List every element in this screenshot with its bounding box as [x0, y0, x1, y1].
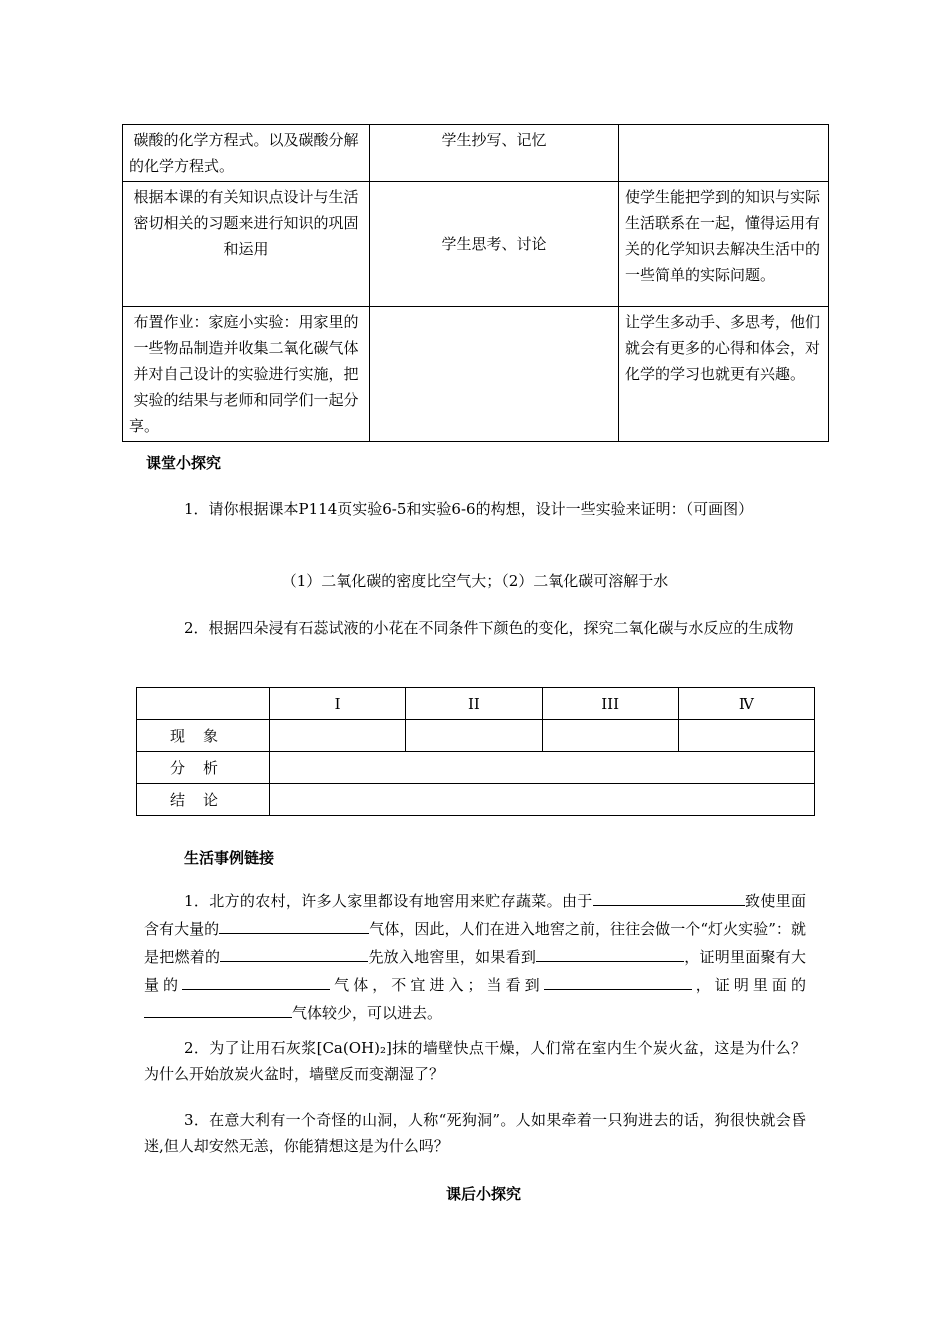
table-cell [270, 752, 815, 784]
row-label: 现象 [137, 720, 270, 752]
q-text: “灯火实验”：就是把燃着的 [144, 920, 806, 966]
q-text: 致使里面含有大量的 [144, 892, 806, 938]
purpose-cell [619, 125, 829, 182]
question-1-items: （1）二氧化碳的密度比空气大；（2）二氧化碳可溶解于水 [281, 572, 669, 590]
table-cell [270, 720, 406, 752]
activity-cell: 布置作业：家庭小实验：用家里的一些物品制造并收集二氧化碳气体并对自己设计的实验进行实施，把实验的结果与老师和同学们一起分享。 [123, 307, 370, 442]
answer-blank[interactable] [536, 945, 684, 962]
table-cell [678, 720, 814, 752]
student-cell: 学生抄写、记忆 [370, 125, 619, 182]
purpose-cell: 让学生多动手、多思考，他们就会有更多的心得和体会，对化学的学习也就更有兴趣。 [619, 307, 829, 442]
observation-table [136, 687, 815, 816]
section-title-class-exploration: 课堂小探究 [146, 454, 222, 472]
table-row [123, 125, 829, 182]
answer-blank[interactable] [593, 889, 745, 906]
table-row [137, 752, 815, 784]
student-cell [370, 307, 619, 442]
row-label: 结论 [137, 784, 270, 816]
q-text: 1．北方的农村，许多人家里都设有地窖用来贮存蔬菜。由于 [184, 892, 593, 910]
question-1: 1．请你根据课本P114页实验6-5和实验6-6的构想，设计一些实验来证明：（可画图） [184, 500, 754, 518]
section-title-life-examples: 生活事例链接 [184, 849, 275, 867]
table-row [123, 182, 829, 307]
activity-cell: 根据本课的有关知识点设计与生活密切相关的习题来进行知识的巩固和运用 [123, 182, 370, 307]
activity-cell: 碳酸的化学方程式。以及碳酸分解的化学方程式。 [123, 125, 370, 182]
question-2: 2．根据四朵浸有石蕊试液的小花在不同条件下颜色的变化，探究二氧化碳与水反应的生成物 [184, 619, 794, 637]
table-cell [270, 784, 815, 816]
answer-blank[interactable] [220, 945, 368, 962]
question-life-2: 2．为了让用石灰浆[Ca(OH)₂]抹的墙壁快点干燥，人们常在室内生个炭火盆，这是为什么？为什么开始放炭火盆时，墙壁反而变潮湿了？ [144, 1039, 806, 1083]
question-life-3: 3．在意大利有一个奇怪的山洞，人称“死狗洞”。人如果牵着一只狗进去的话，狗很快就会昏迷,但人却安然无恙，你能猜想这是为什么吗？ [144, 1111, 806, 1155]
q-text: 气体，因此，人们在进入地窖之前，往往会做一个 [369, 920, 701, 938]
q-text: 气体，不宜进入；当看到 [330, 976, 544, 994]
table-cell [406, 720, 542, 752]
table-row [123, 307, 829, 442]
header-cell: II [406, 688, 542, 720]
table-header-row [137, 688, 815, 720]
header-cell: Ⅳ [678, 688, 814, 720]
lesson-plan-table [122, 124, 829, 442]
answer-blank[interactable] [144, 1001, 292, 1018]
row-label: 分析 [137, 752, 270, 784]
q-text: 先放入地窖里，如果看到 [368, 948, 537, 966]
answer-blank[interactable] [544, 973, 692, 990]
section-title-after-class: 课后小探究 [446, 1185, 522, 1203]
header-cell: III [542, 688, 678, 720]
header-cell [137, 688, 270, 720]
q-text: ，证明里面的 [691, 976, 806, 994]
table-row [137, 784, 815, 816]
q-text: ，证明里面聚有大量的 [144, 948, 806, 994]
student-cell: 学生思考、讨论 [370, 182, 619, 307]
table-cell [542, 720, 678, 752]
answer-blank[interactable] [182, 973, 330, 990]
question-life-1 [144, 887, 806, 1027]
answer-blank[interactable] [219, 917, 369, 934]
purpose-cell: 使学生能把学到的知识与实际生活联系在一起，懂得运用有关的化学知识去解决生活中的一些简单的实际问题。 [619, 182, 829, 307]
header-cell: I [270, 688, 406, 720]
q-text: 气体较少，可以进去。 [292, 1004, 443, 1022]
table-row [137, 720, 815, 752]
